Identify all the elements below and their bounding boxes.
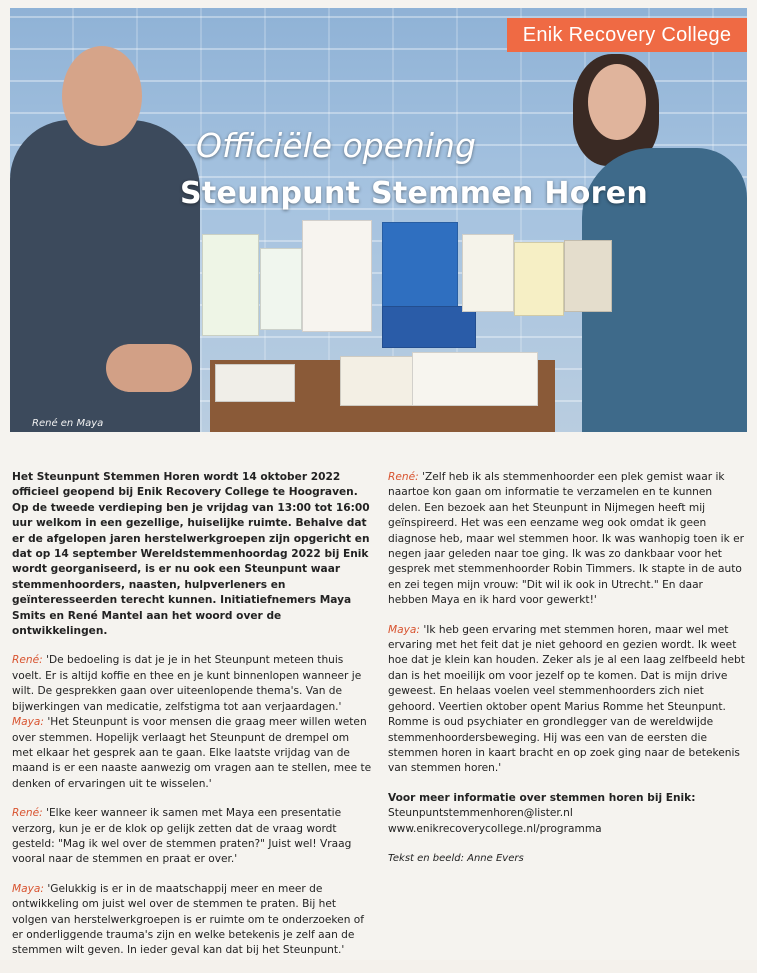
book-cover <box>382 306 476 348</box>
book-cover <box>382 222 458 308</box>
quote-text: 'Zelf heb ik als stemmenhoorder een plek gemist waar ik naartoe kon gaan om informatie te verzamelen en te kunnen delen. Een bezoek aan het Steunpunt in Nijmegen heeft mij geïnspireerd. Het was een eenzame weg ook omdat ik geen diagnose heb, maar wel stemmen hoor. Ik was wanhopig toen ik er negen jaar geleden naar toe ging. Ik was zo dankbaar voor het gesprek met stemmenhoorder Robin Timmers. Ik stapte in de auto en zei tegen mijn vrouw: "Dit wil ik ook in Utrecht." En daar hebben Maya en ik hard voor gewerkt!' <box>388 471 744 607</box>
book-cover <box>514 242 564 316</box>
speaker-label: René: <box>12 654 43 667</box>
book-cover <box>202 234 259 336</box>
article-column-left <box>12 470 372 973</box>
quote-text: 'Het Steunpunt is voor mensen die graag meer willen weten over stemmen. Hopelijk verlaagt het Steunpunt de drempel om met elkaar het gesprek aan te gaan. Elke laatste vrijdag van de maand is er een naaste aanwezig om vragen aan te stellen, mee te denken of ervaringen uit te wisselen.' <box>12 716 372 790</box>
photo-caption: René en Maya <box>32 418 104 429</box>
man-head <box>62 46 142 146</box>
speaker-label: Maya: <box>12 882 44 895</box>
contact-email[interactable]: Steunpuntstemmenhoren@lister.nl <box>388 807 573 820</box>
header-photo <box>10 8 747 432</box>
article-column-right <box>388 470 746 880</box>
quote-text: 'Gelukkig is er in de maatschappij meer en meer de ontwikkeling om juist wel over de stemmen te praten. Bij het volgen van herstelwerkgroepen is er ruimte om te onderzoeken of er onderliggende trauma's zijn en welke betekenis je zelf aan de stemmen wilt geven. In ieder geval kan dat bij het Steunpunt.' <box>12 882 364 957</box>
quote-text: 'Elke keer wanneer ik samen met Maya een presentatie verzorg, kun je er de klok op gelijk zetten dat de vraag wordt gesteld: "Mag ik wel over de stemmen praten?" Juist wel! Vraag vooral naar de stemmen en praat er over.' <box>12 807 352 866</box>
book-cover <box>302 220 372 332</box>
speaker-label: Maya: <box>12 716 44 729</box>
quote-text: 'Ik heb geen ervaring met stemmen horen, maar wel met ervaring met het feit dat je niet gehoord en gezien wordt. Ik weet hoe dat je klein kan houden. Zeker als je al een laag zelfbeeld hebt dan is het moeilijk om voor jezelf op te komen. Dat is mijn drive geweest. En helaas voelen veel stemmenhoorders zich niet gehoord. Veertien oktober opent Marius Romme het Steunpunt. Romme is oud psychiater en grondlegger van de wereldwijde stemmenhoordersbeweging. Hij was een van de eersten die stemmen horen in kaart bracht en op zoek ging naar de betekenis van stemmen horen.' <box>388 623 745 775</box>
brand-banner: Enik Recovery College <box>507 18 747 52</box>
quote-paragraph <box>12 882 372 959</box>
more-info-title: Voor meer informatie over stemmen horen bij Enik: <box>388 791 696 804</box>
quote-paragraph <box>388 623 746 777</box>
quote-paragraph <box>12 806 372 868</box>
lead-paragraph: Het Steunpunt Stemmen Horen wordt 14 oktober 2022 officieel geopend bij Enik Recovery College te Hoograven. Op de tweede verdieping ben je vrijdag van 13:00 tot 16:00 uur welkom in een gezellige, huiselijke ruimte. Behalve dat er de afgelopen jaren herstelwerkgroepen zijn opgericht en dat op 14 september Wereldstemmenhoordag 2022 bij Enik wordt georganiseerd, is er nu ook een Steunpunt waar stemmenhoorders, naasten, hulpverleners en geïnteresseerden terecht kunnen. Initiatiefnemers Maya Smits en René Mantel aan het woord over de ontwikkelingen. <box>12 471 370 638</box>
woman-head <box>588 64 646 140</box>
speaker-label: René: <box>12 807 43 820</box>
speaker-label: Maya: <box>388 623 420 636</box>
speaker-label: René: <box>388 471 419 483</box>
quote-text: 'De bedoeling is dat je je in het Steunpunt meteen thuis voelt. Er is altijd koffie en thee en je kunt binnenlopen wanneer je wilt. De gesprekken gaan over uiteenlopende thema's. Van de bijwerkingen van medicatie, zelfstigma tot aan verjaardagen.' <box>12 654 362 713</box>
quote-paragraph <box>388 470 746 609</box>
headline-line-1: Officiële opening <box>196 126 476 165</box>
book-cover <box>412 352 538 406</box>
headline-line-2: Steunpunt Stemmen Horen <box>180 176 649 211</box>
book-cover <box>260 248 302 330</box>
book-cover <box>462 234 514 312</box>
man-arms <box>106 344 192 392</box>
book-cover <box>215 364 295 402</box>
book-cover <box>564 240 612 312</box>
credit-line: Tekst en beeld: Anne Evers <box>388 852 524 864</box>
website-link[interactable]: www.enikrecoverycollege.nl/programma <box>388 822 602 835</box>
quote-paragraph <box>12 653 372 792</box>
